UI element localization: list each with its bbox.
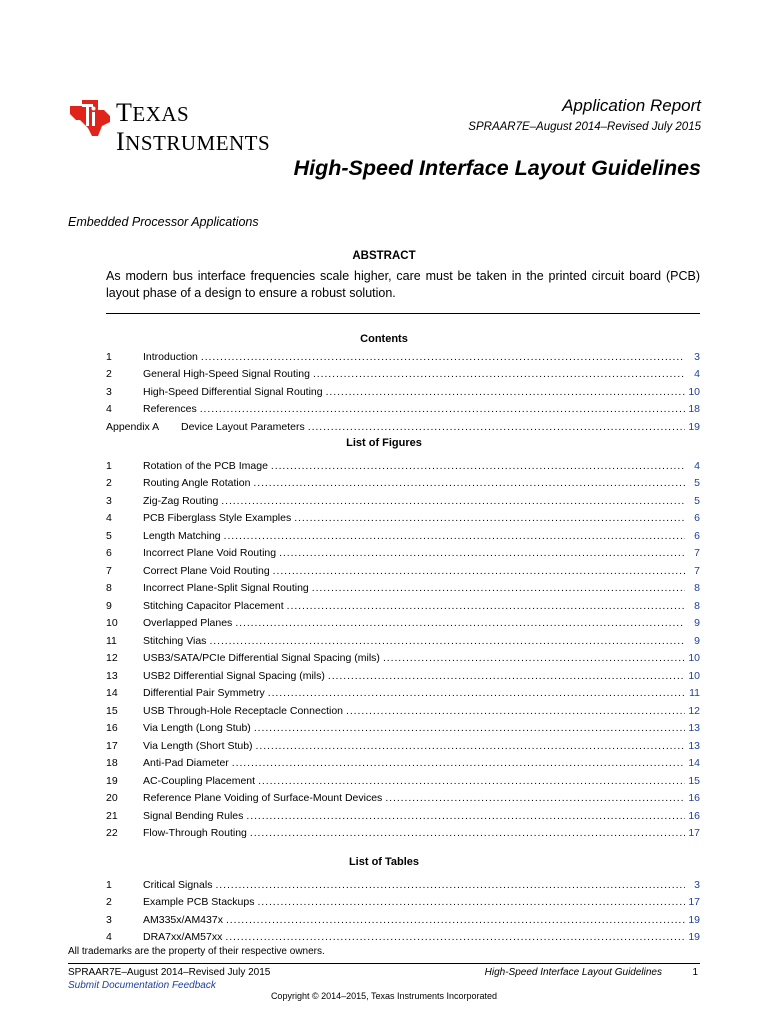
dot-leader — [383, 652, 685, 664]
entry-number: 19 — [106, 774, 118, 787]
report-number: SPRAAR7E–August 2014–Revised July 2015 — [468, 121, 701, 133]
dot-leader — [200, 403, 685, 415]
entry-title: USB3/SATA/PCIe Differential Signal Spacing (mils) — [143, 652, 380, 664]
entry-number: 7 — [106, 564, 112, 577]
entry-page-link[interactable]: 11 — [689, 687, 700, 699]
figures-entry[interactable] — [106, 734, 700, 752]
entry-page-link[interactable]: 9 — [694, 634, 700, 647]
entry-page-link[interactable]: 9 — [694, 617, 700, 629]
entry-number: 8 — [106, 582, 112, 594]
dot-leader — [225, 931, 685, 943]
entry-number: 21 — [106, 809, 118, 822]
entry-title: Rotation of the PCB Image — [143, 459, 268, 472]
figures-entry[interactable] — [106, 752, 700, 770]
entry-page-link[interactable]: 3 — [694, 350, 700, 363]
entry-number: 2 — [106, 477, 112, 489]
figures-entry[interactable] — [106, 699, 700, 717]
dot-leader — [271, 460, 685, 472]
entry-number: 20 — [106, 792, 118, 804]
entry-page-link[interactable]: 7 — [694, 547, 700, 559]
contents-entry[interactable] — [106, 363, 700, 381]
figures-entry[interactable] — [106, 647, 700, 665]
entry-title: Length Matching — [143, 529, 221, 542]
dot-leader — [201, 351, 685, 363]
figures-entry[interactable] — [106, 559, 700, 577]
entry-number: 3 — [106, 385, 112, 398]
entry-title: Flow-Through Routing — [143, 827, 247, 839]
figures-entry[interactable] — [106, 594, 700, 612]
footer-doc-number: SPRAAR7E–August 2014–Revised July 2015 — [68, 967, 271, 978]
figures-entry[interactable] — [106, 682, 700, 700]
entry-title: Stitching Vias — [143, 634, 207, 647]
entry-title: High-Speed Differential Signal Routing — [143, 385, 323, 398]
entry-title: Via Length (Short Stub) — [143, 739, 253, 752]
contents-entry[interactable] — [106, 380, 700, 398]
entry-page-link[interactable]: 12 — [688, 704, 700, 717]
entry-page-link[interactable]: 13 — [688, 722, 700, 734]
dot-leader — [268, 687, 685, 699]
entry-number: 4 — [106, 931, 112, 943]
dot-leader — [313, 368, 685, 380]
dot-leader — [253, 477, 685, 489]
figures-entry[interactable] — [106, 472, 700, 490]
entry-title: AM335x/AM437x — [143, 913, 223, 926]
report-type: Application Report — [562, 96, 701, 115]
entry-page-link[interactable]: 17 — [688, 896, 700, 908]
ti-logo-icon — [68, 98, 112, 138]
entry-page-link[interactable]: 16 — [688, 809, 700, 822]
entry-title: Incorrect Plane-Split Signal Routing — [143, 582, 309, 594]
figures-heading: List of Figures — [346, 437, 422, 449]
tables-heading: List of Tables — [348, 856, 420, 868]
trademarks-note: All trademarks are the property of their respective owners. — [68, 946, 325, 957]
dot-leader — [346, 705, 685, 717]
document-subtitle: Embedded Processor Applications — [68, 215, 259, 229]
figures-entry[interactable] — [106, 787, 700, 805]
entry-page-link[interactable]: 4 — [694, 368, 700, 380]
dot-leader — [250, 827, 685, 839]
entry-number: 9 — [106, 599, 112, 612]
entry-number: 3 — [106, 913, 112, 926]
footer-divider — [68, 963, 700, 964]
entry-page-link[interactable]: 10 — [688, 669, 700, 682]
contents-entry[interactable] — [106, 415, 700, 433]
dot-leader — [226, 914, 685, 926]
copyright: Copyright © 2014–2015, Texas Instruments Incorporated — [270, 991, 498, 1001]
dot-leader — [287, 600, 685, 612]
entry-number: 1 — [106, 350, 112, 363]
entry-title: Correct Plane Void Routing — [143, 564, 270, 577]
dot-leader — [258, 775, 685, 787]
figures-entry[interactable] — [106, 577, 700, 595]
entry-number: 16 — [106, 722, 118, 734]
entry-page-link[interactable]: 18 — [688, 403, 700, 415]
entry-page-link[interactable]: 6 — [694, 529, 700, 542]
divider — [106, 313, 700, 314]
contents-entry[interactable] — [106, 398, 700, 416]
entry-title: Routing Angle Rotation — [143, 477, 251, 489]
dot-leader — [294, 512, 685, 524]
entry-number: 22 — [106, 827, 118, 839]
dot-leader — [308, 421, 685, 433]
entry-title: References — [143, 403, 197, 415]
figures-entry[interactable] — [106, 542, 700, 560]
entry-title: Anti-Pad Diameter — [143, 757, 229, 769]
figures-entry[interactable] — [106, 717, 700, 735]
entry-title: Differential Pair Symmetry — [143, 687, 265, 699]
entry-number: 14 — [106, 687, 118, 699]
dot-leader — [232, 757, 685, 769]
feedback-link[interactable]: Submit Documentation Feedback — [68, 980, 216, 991]
tables-entry[interactable] — [106, 926, 700, 944]
entry-title: AC-Coupling Placement — [143, 774, 256, 787]
figures-entry[interactable] — [106, 804, 700, 822]
dot-leader — [215, 879, 685, 891]
dot-leader — [254, 722, 685, 734]
entry-page-link[interactable]: 4 — [694, 459, 700, 472]
abstract-text: As modern bus interface frequencies scale higher, care must be taken in the printed circuit board (PCB) layout phase of a design to ensure a robust solution. — [106, 269, 700, 300]
tables-entry[interactable] — [106, 891, 700, 909]
entry-title: Device Layout Parameters — [181, 420, 305, 433]
entry-title: Introduction — [143, 350, 198, 363]
figures-entry[interactable] — [106, 454, 700, 472]
entry-title: Incorrect Plane Void Routing — [143, 547, 277, 559]
entry-number: 3 — [106, 494, 112, 507]
entry-number: 5 — [106, 529, 112, 542]
figures-entry[interactable] — [106, 524, 700, 542]
entry-number: 2 — [106, 896, 112, 908]
entry-number: 10 — [106, 617, 118, 629]
entry-number: 4 — [106, 403, 112, 415]
entry-page-link[interactable]: 13 — [688, 739, 700, 752]
abstract-heading: ABSTRACT — [352, 250, 416, 262]
entry-title: Example PCB Stackups — [143, 896, 255, 908]
entry-page-link[interactable]: 14 — [688, 757, 700, 769]
entry-title: Zig-Zag Routing — [143, 494, 219, 507]
figures-entry[interactable] — [106, 489, 700, 507]
contents-entry[interactable] — [106, 345, 700, 363]
entry-number: 18 — [106, 757, 118, 769]
page-number: 1 — [692, 967, 698, 978]
brand-word: NSTRUMENTS — [125, 131, 271, 155]
figures-entry[interactable] — [106, 629, 700, 647]
figures-list — [106, 454, 700, 839]
figures-entry[interactable] — [106, 769, 700, 787]
entry-title: General High-Speed Signal Routing — [143, 368, 310, 380]
entry-number: 2 — [106, 368, 112, 380]
entry-number: 1 — [106, 878, 112, 891]
figures-entry[interactable] — [106, 664, 700, 682]
contents-heading: Contents — [360, 333, 408, 345]
dot-leader — [221, 495, 685, 507]
figures-entry[interactable] — [106, 822, 700, 840]
document-title: High-Speed Interface Layout Guidelines — [293, 156, 701, 180]
tables-list — [106, 873, 700, 943]
entry-title: DRA7xx/AM57xx — [143, 931, 223, 943]
entry-title: Via Length (Long Stub) — [143, 722, 251, 734]
entry-number: 17 — [106, 739, 118, 752]
tables-entry[interactable] — [106, 873, 700, 891]
dot-leader — [256, 740, 685, 752]
dot-leader — [385, 792, 685, 804]
entry-title: USB2 Differential Signal Spacing (mils) — [143, 669, 325, 682]
dot-leader — [224, 530, 685, 542]
ti-wordmark — [116, 100, 270, 155]
brand-letter: I — [116, 127, 126, 156]
entry-page-link[interactable]: 5 — [694, 477, 700, 489]
figures-entry[interactable] — [106, 612, 700, 630]
entry-page-link[interactable]: 6 — [694, 512, 700, 524]
entry-number: 11 — [106, 634, 117, 647]
brand-letter: T — [116, 98, 133, 127]
entry-page-link[interactable]: 16 — [688, 792, 700, 804]
entry-number: 1 — [106, 459, 112, 472]
entry-number: 12 — [106, 652, 118, 664]
entry-page-link[interactable]: 5 — [694, 494, 700, 507]
entry-page-link[interactable]: 17 — [688, 827, 700, 839]
brand-word: EXAS — [132, 102, 190, 126]
dot-leader — [257, 896, 685, 908]
dot-leader — [273, 565, 685, 577]
entry-page-link[interactable]: 19 — [688, 931, 700, 943]
contents-list — [106, 345, 700, 433]
dot-leader — [328, 670, 685, 682]
entry-page-link[interactable]: 10 — [688, 652, 700, 664]
entry-page-link[interactable]: 8 — [694, 582, 700, 594]
entry-title: Reference Plane Voiding of Surface-Mount Devices — [143, 792, 383, 804]
entry-number: 15 — [106, 704, 118, 717]
entry-title: USB Through-Hole Receptacle Connection — [143, 704, 344, 717]
entry-page-link[interactable]: 19 — [688, 913, 700, 926]
dot-leader — [326, 386, 685, 398]
dot-leader — [246, 810, 685, 822]
entry-title: Critical Signals — [143, 878, 213, 891]
dot-leader — [209, 635, 685, 647]
dot-leader — [312, 582, 685, 594]
dot-leader — [279, 547, 685, 559]
entry-title: Overlapped Planes — [143, 617, 233, 629]
entry-page-link[interactable]: 8 — [694, 599, 700, 612]
entry-page-link[interactable]: 7 — [694, 564, 700, 577]
entry-page-link[interactable]: 19 — [688, 420, 700, 433]
entry-page-link[interactable]: 3 — [694, 878, 700, 891]
entry-number: 4 — [106, 512, 112, 524]
entry-number: Appendix A — [106, 420, 160, 433]
entry-title: PCB Fiberglass Style Examples — [143, 512, 292, 524]
entry-title: Signal Bending Rules — [143, 809, 244, 822]
entry-page-link[interactable]: 15 — [688, 774, 700, 787]
dot-leader — [235, 617, 685, 629]
tables-entry[interactable] — [106, 908, 700, 926]
figures-entry[interactable] — [106, 507, 700, 525]
entry-number: 6 — [106, 547, 112, 559]
entry-title: Stitching Capacitor Placement — [143, 599, 284, 612]
entry-number: 13 — [106, 669, 118, 682]
footer-title: High-Speed Interface Layout Guidelines — [484, 967, 662, 978]
entry-page-link[interactable]: 10 — [688, 385, 700, 398]
